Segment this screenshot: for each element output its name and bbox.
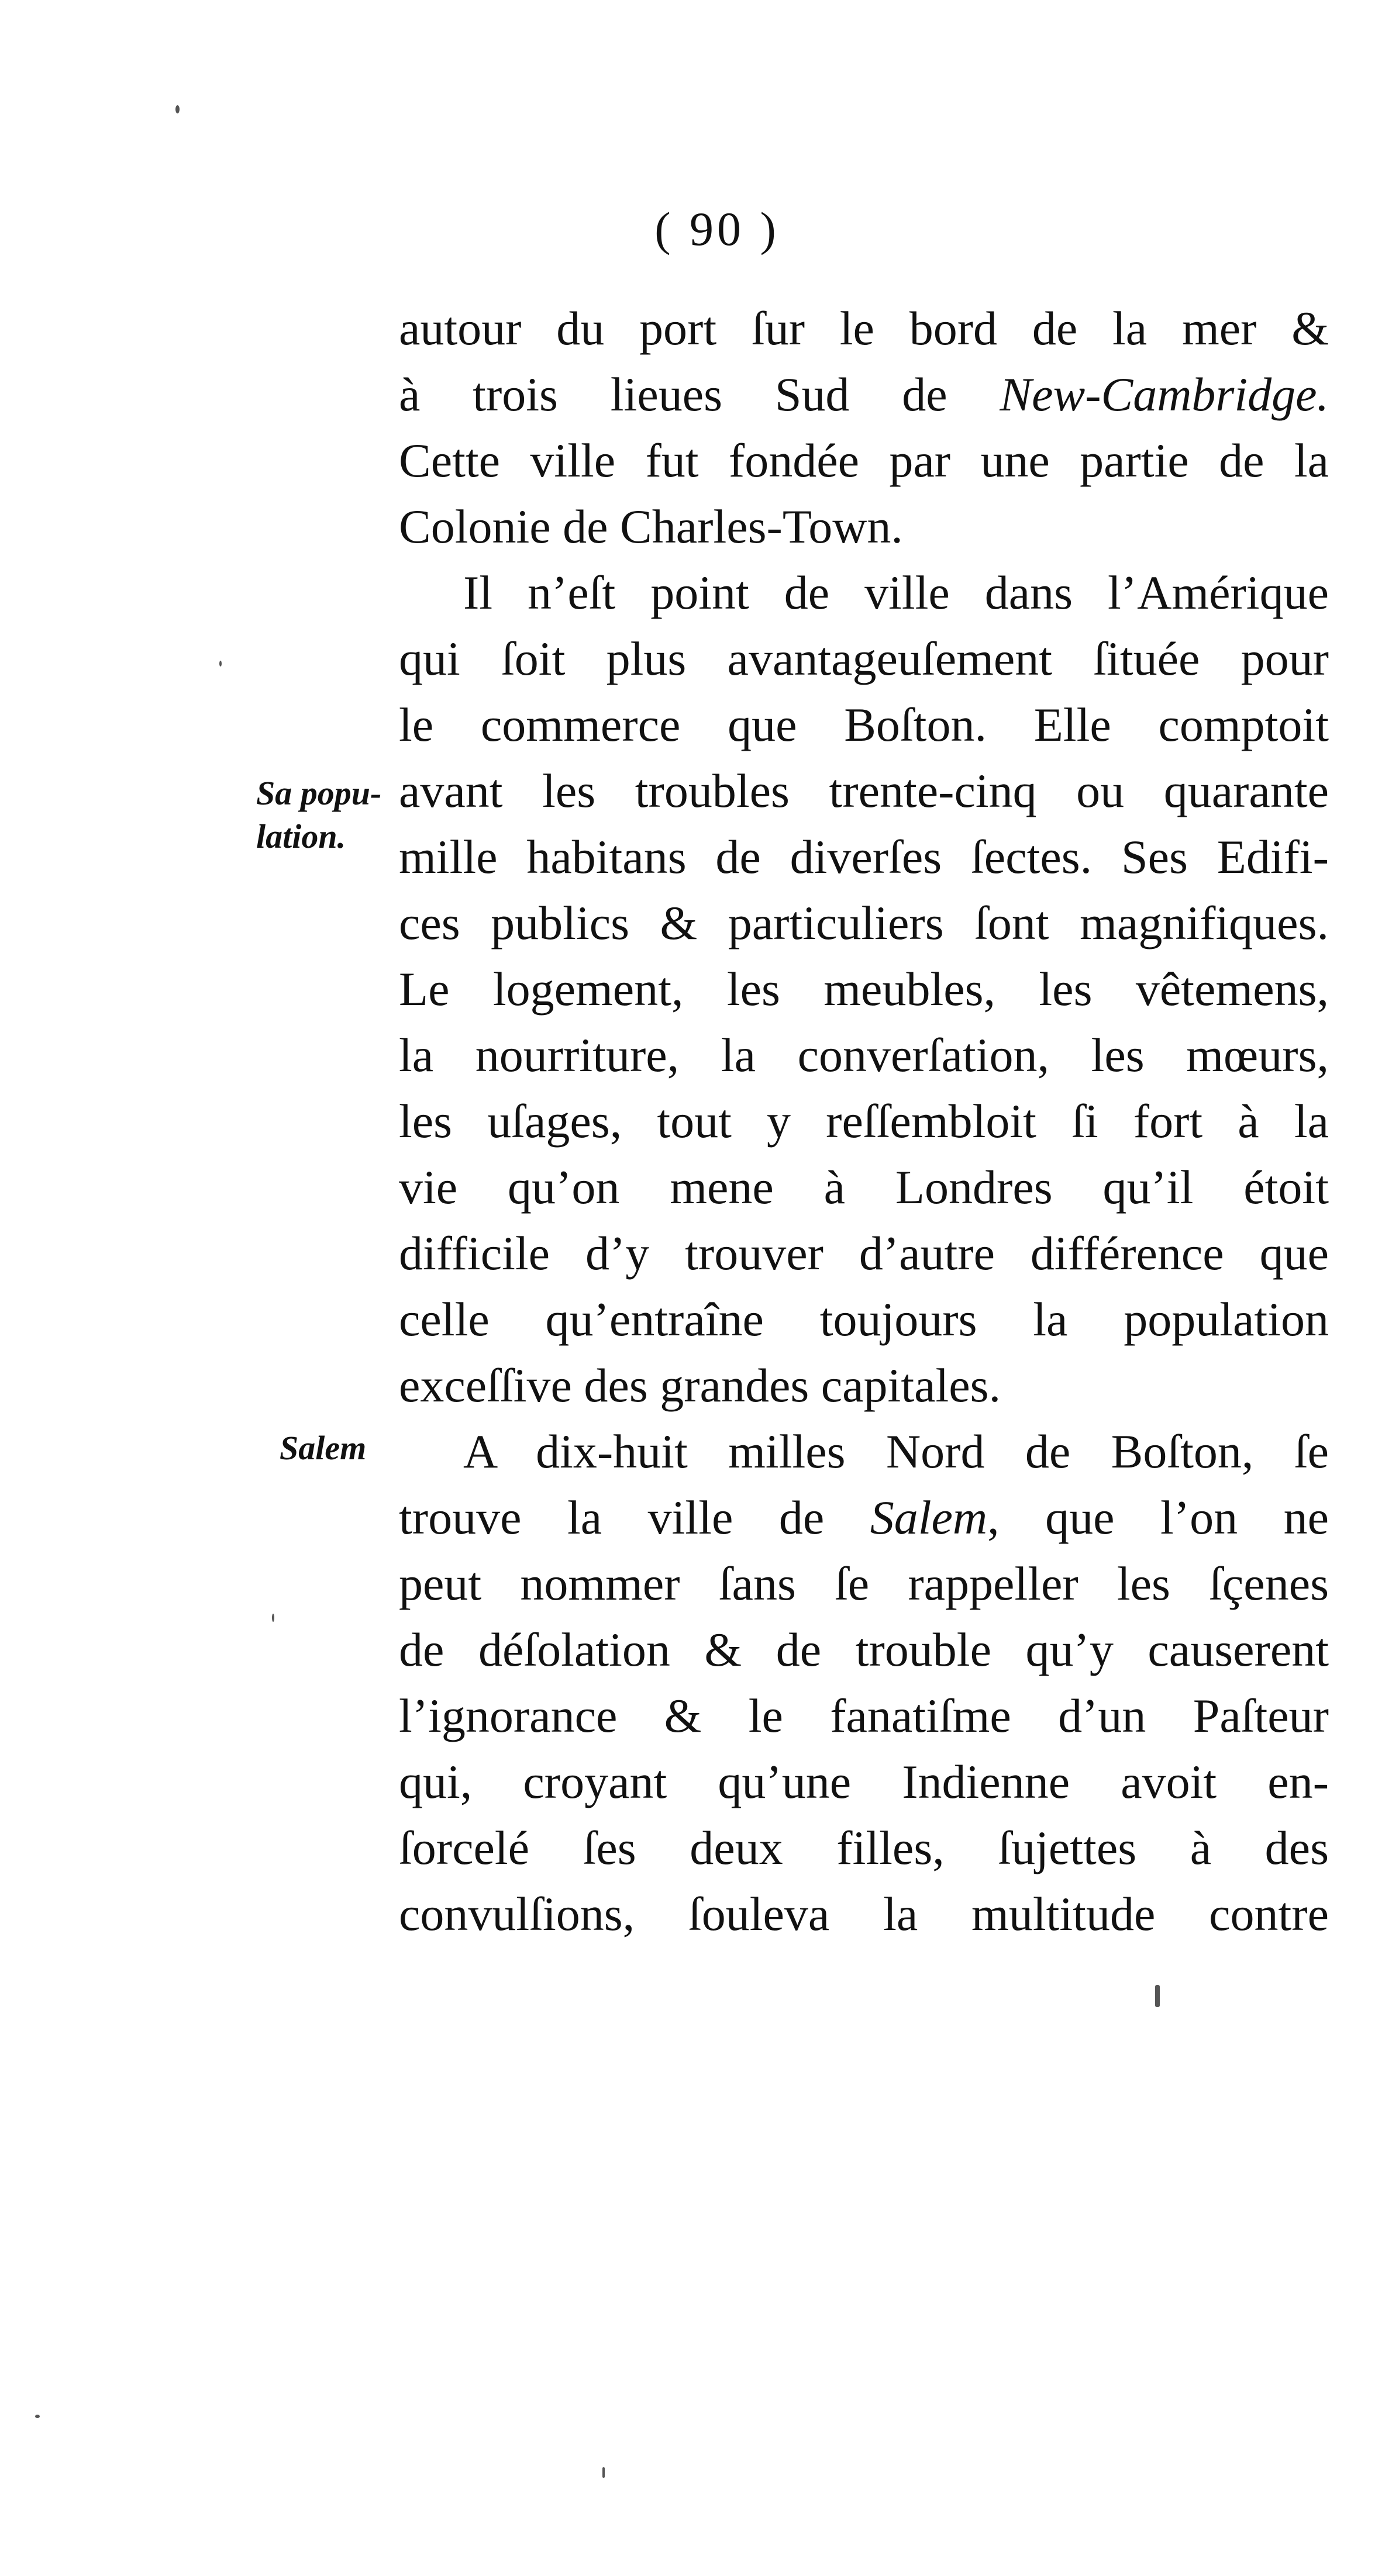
- paragraph: [399, 560, 1329, 1418]
- text-line: celle qu’entraîne toujours la population: [399, 1293, 1329, 1346]
- text-line: Le logement, les meubles, les vêtemens,: [399, 962, 1329, 1016]
- text-line: qui ſoit plus avantageuſement ſituée pour: [399, 632, 1329, 685]
- text-line: le commerce que Boſton. Elle comptoit: [399, 698, 1329, 751]
- text-line: peut nommer ſans ſe rappeller les ſçenes: [399, 1557, 1329, 1610]
- text-line: l’ignorance & le fanatiſme d’un Paſteur: [399, 1689, 1329, 1742]
- text-line: qui, croyant qu’une Indienne avoit en-: [399, 1755, 1329, 1808]
- text-line: Colonie de Charles-Town.: [399, 500, 903, 553]
- text-line: mille habitans de diverſes ſectes. Ses Edifi-: [399, 830, 1329, 883]
- body-text: [399, 295, 1329, 1947]
- text-run: à trois lieues Sud de: [399, 368, 1000, 421]
- text-line: avant les troubles trente-cinq ou quarante: [399, 764, 1329, 817]
- place-name: Salem: [870, 1491, 988, 1544]
- text-line: Il n’eſt point de ville dans l’Amérique: [463, 566, 1329, 619]
- margin-note-line: Sa popu-: [256, 774, 382, 812]
- paper-speck: [272, 1614, 274, 1622]
- text-line: vie qu’on mene à Londres qu’il étoit: [399, 1161, 1329, 1214]
- text-line: A dix-huit milles Nord de Boſton, ſe: [463, 1425, 1329, 1478]
- text-line: exceſſive des grandes capitales.: [399, 1359, 1001, 1412]
- text-line: [399, 1484, 1329, 1551]
- paragraph: [399, 295, 1329, 560]
- text-line: de déſolation & de trouble qu’y causerent: [399, 1623, 1329, 1676]
- margin-note-line: lation.: [256, 817, 346, 855]
- text-line: convulſions, ſouleva la multitude contre: [399, 1887, 1329, 1940]
- text-run: trouve la ville de: [399, 1491, 870, 1544]
- place-name: New-Cambridge.: [1000, 368, 1329, 421]
- text-line: autour du port ſur le bord de la mer &: [399, 302, 1329, 355]
- paper-speck: [35, 2415, 40, 2418]
- page-number: ( 90 ): [654, 202, 780, 255]
- text-line: la nourriture, la converſation, les mœurs,: [399, 1028, 1329, 1082]
- paper-speck: [219, 661, 222, 667]
- text-run: , que l’on ne: [987, 1491, 1329, 1544]
- paper-speck: [602, 2467, 605, 2478]
- text-line: les uſages, tout y reſſembloit ſi fort à la: [399, 1094, 1329, 1148]
- text-line: ſorcelé ſes deux filles, ſujettes à des: [399, 1821, 1329, 1874]
- margin-note-salem: Salem: [280, 1429, 367, 1467]
- text-line: [399, 361, 1329, 427]
- paper-speck: [1155, 1985, 1160, 2007]
- paper-speck: [175, 105, 180, 113]
- paragraph: [399, 1418, 1329, 1947]
- margin-note-population: [256, 772, 408, 858]
- text-line: Cette ville fut fondée par une partie de la: [399, 434, 1329, 487]
- text-line: difficile d’y trouver d’autre différence que: [399, 1227, 1329, 1280]
- text-line: ces publics & particuliers ſont magnifiques.: [399, 896, 1329, 949]
